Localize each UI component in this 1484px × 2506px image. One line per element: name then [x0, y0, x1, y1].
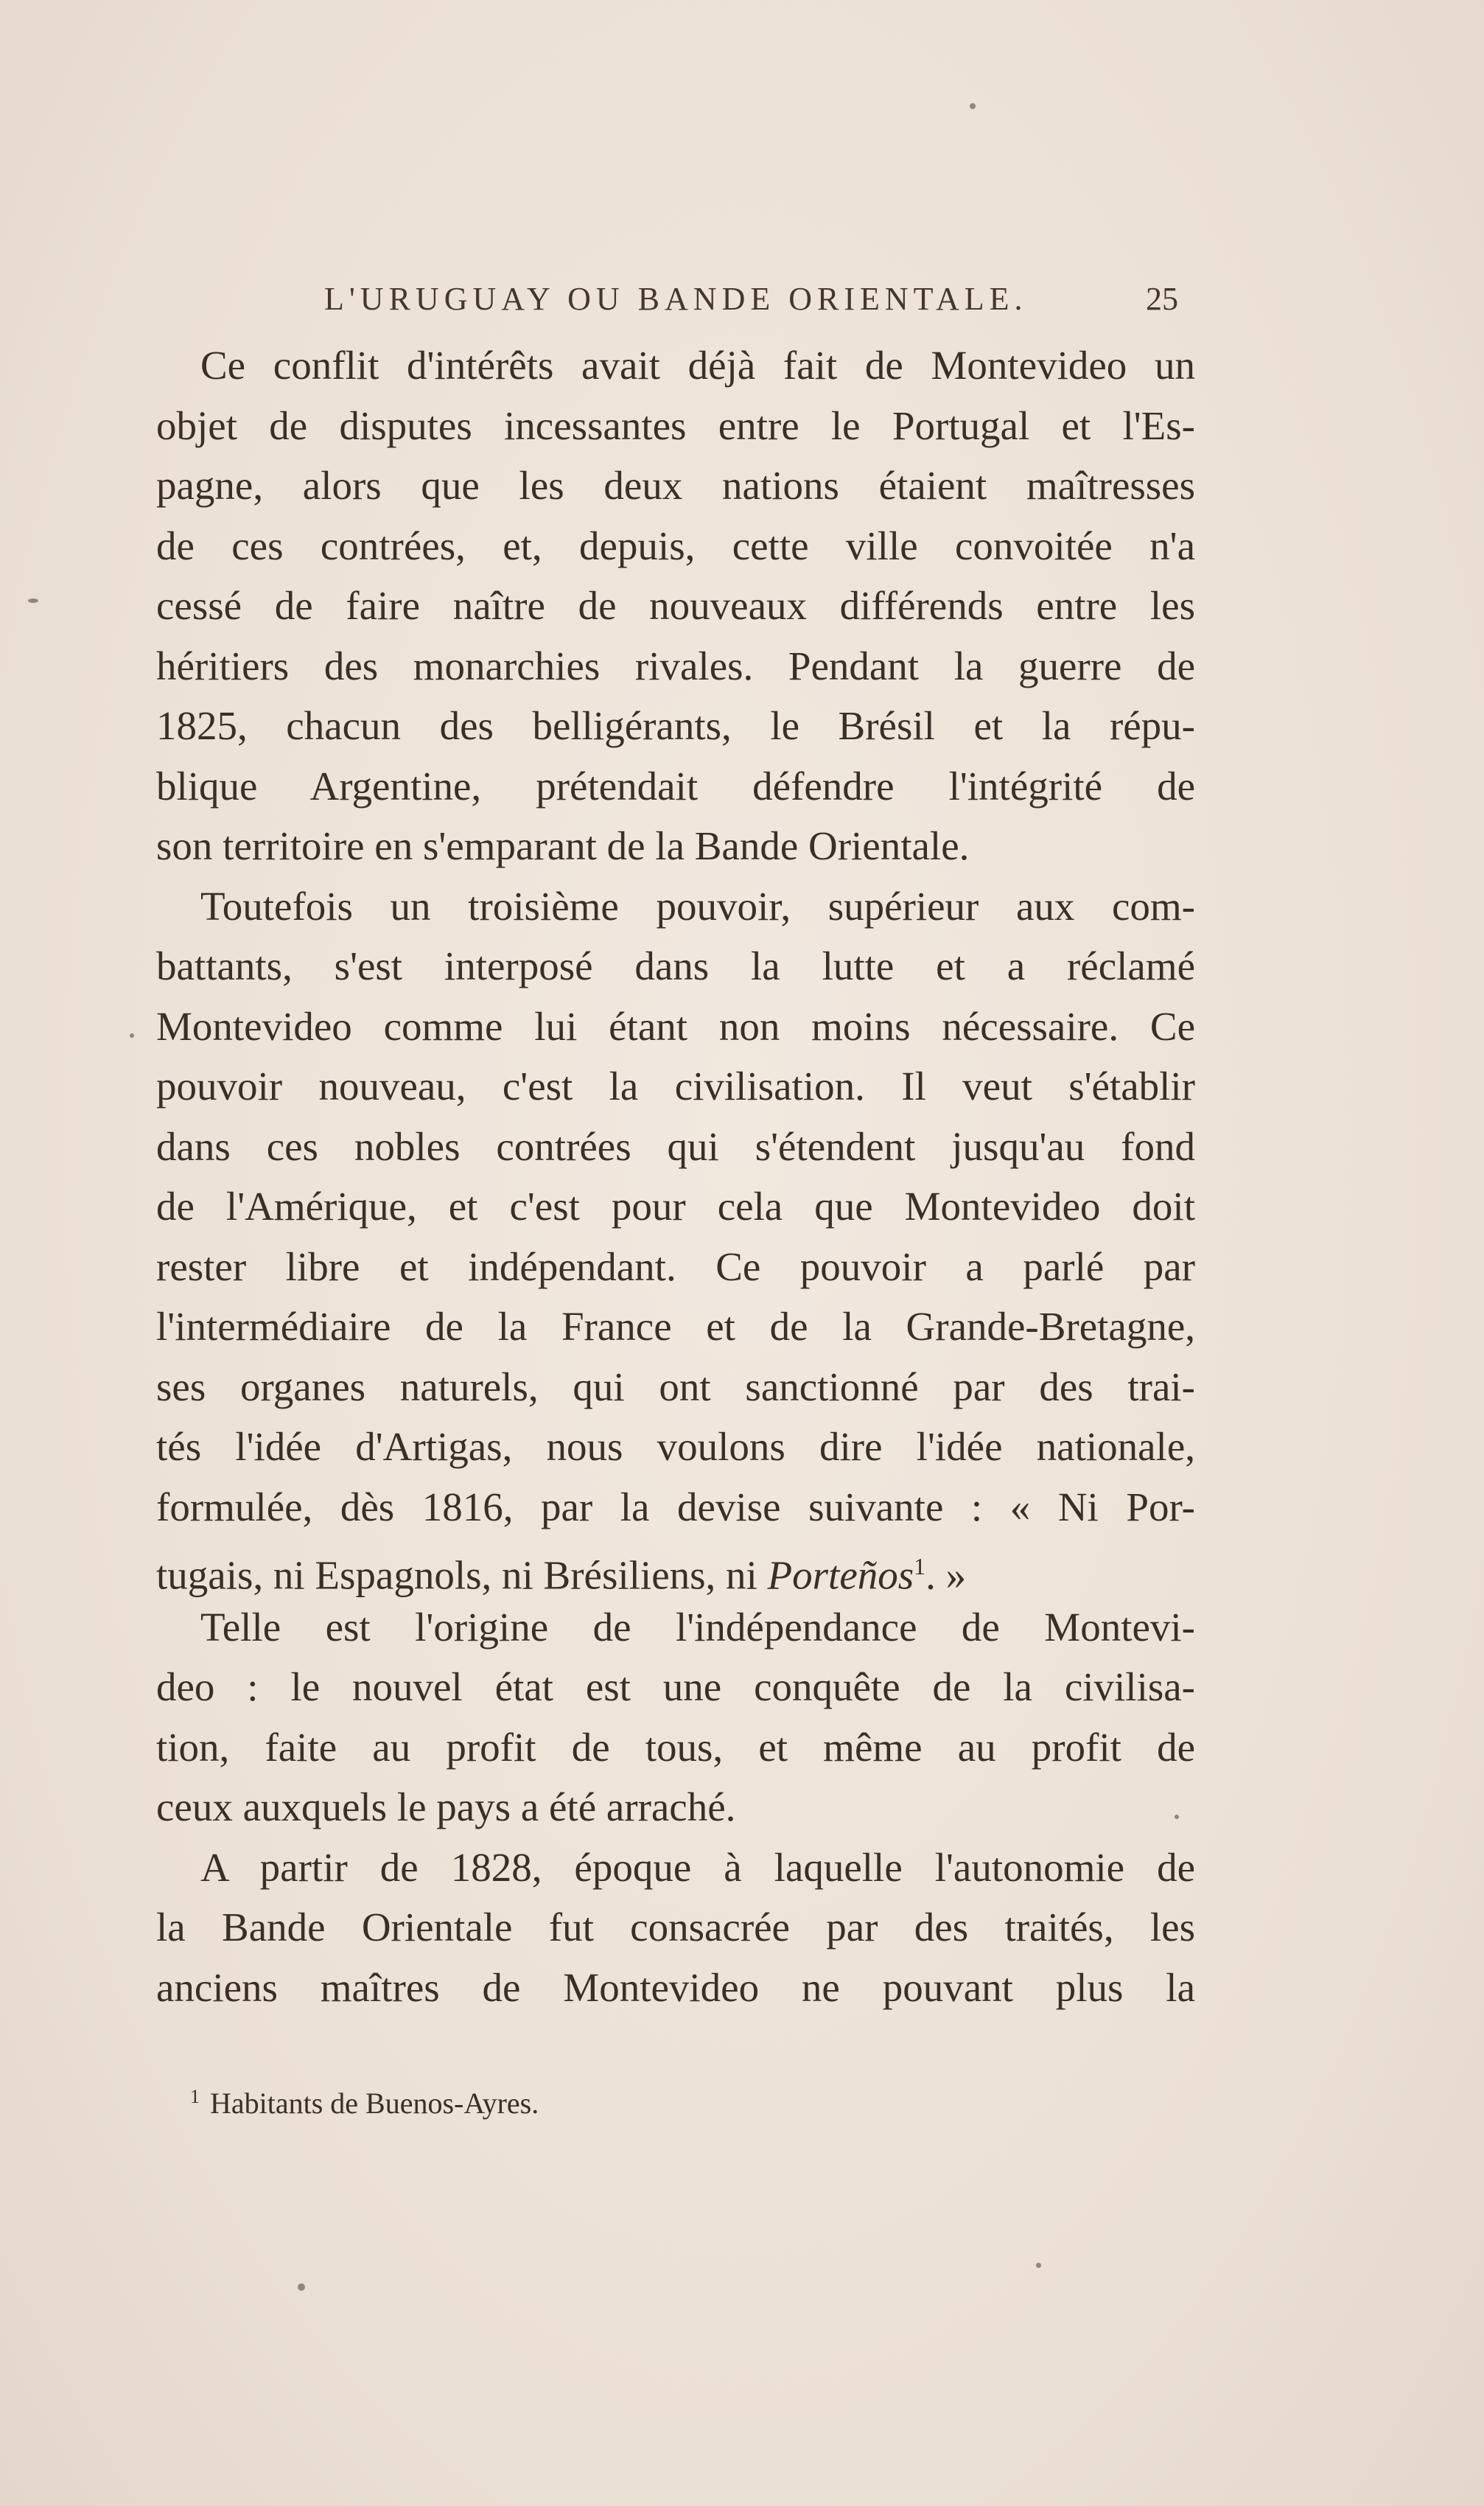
text-line: Montevideo comme lui étant non moins nécessaire. Ce	[156, 1003, 1195, 1049]
footnote-ref: 1	[914, 1553, 926, 1580]
text-line: dans ces nobles contrées qui s'étendent jusqu'au fond	[156, 1123, 1195, 1169]
text-line: ceux auxquels le pays a été arraché.	[156, 1784, 736, 1829]
footnote	[190, 2086, 1148, 2121]
text-line: son territoire en s'emparant de la Bande Orientale.	[156, 823, 970, 868]
text-line-end: . »	[925, 1552, 967, 1598]
text-line: Telle est l'origine de l'indépendance de Montevi-	[200, 1604, 1195, 1650]
paper-speck	[970, 103, 976, 109]
text-line: deo : le nouvel état est une conquête de la civilisa-	[156, 1664, 1195, 1709]
text-line-start: tugais, ni Espagnols, ni Brésiliens, ni	[156, 1552, 757, 1598]
footnote-text: Habitants de Buenos-Ayres.	[210, 2087, 539, 2120]
text-line: cessé de faire naître de nouveaux différends entre les	[156, 583, 1195, 628]
text-line: battants, s'est interposé dans la lutte et a réclamé	[156, 943, 1195, 988]
text-line: formulée, dès 1816, par la devise suivante : « Ni Por-	[156, 1484, 1195, 1529]
text-line: objet de disputes incessantes entre le Portugal et l'Es-	[156, 402, 1195, 448]
text-line: l'intermédiaire de la France et de la Grande-Bretagne,	[156, 1304, 1195, 1349]
text-line: de ces contrées, et, depuis, cette ville convoitée n'a	[156, 523, 1195, 568]
text-line: Ce conflit d'intérêts avait déjà fait de Montevideo un	[200, 343, 1195, 388]
italic-word: Porteños	[767, 1552, 914, 1598]
text-line: anciens maîtres de Montevideo ne pouvant plus la	[156, 1964, 1195, 2010]
text-line-with-note	[156, 1537, 1195, 1597]
footnote-marker: 1	[190, 2086, 200, 2107]
page-number: 25	[1146, 281, 1178, 317]
paper-speck	[298, 2283, 305, 2291]
text-line: tion, faite au profit de tous, et même au profit de	[156, 1724, 1195, 1770]
paper-speck	[1036, 2263, 1041, 2268]
text-line: ses organes naturels, qui ont sanctionné par des trai-	[156, 1364, 1195, 1409]
text-line: héritiers des monarchies rivales. Pendant la guerre de	[156, 643, 1195, 688]
text-line: tés l'idée d'Artigas, nous voulons dire l'idée nationale,	[156, 1424, 1195, 1469]
text-line: pouvoir nouveau, c'est la civilisation. Il veut s'établir	[156, 1064, 1195, 1109]
paper-speck	[130, 1033, 134, 1038]
text-line: la Bande Orientale fut consacrée par des traités, les	[156, 1905, 1195, 1950]
text-line: A partir de 1828, époque à laquelle l'autonomie de	[200, 1844, 1195, 1890]
text-line: de l'Amérique, et c'est pour cela que Montevideo doit	[156, 1184, 1195, 1229]
text-line: Toutefois un troisième pouvoir, supérieur aux com-	[200, 883, 1195, 929]
running-head	[0, 274, 1484, 326]
paper-speck	[28, 598, 38, 603]
text-line: rester libre et indépendant. Ce pouvoir a parlé par	[156, 1243, 1195, 1289]
body-text	[156, 335, 1195, 2017]
paper-speck	[1175, 1815, 1179, 1819]
text-line: blique Argentine, prétendait défendre l'intégrité de	[156, 763, 1195, 809]
text-line: 1825, chacun des belligérants, le Brésil et la répu-	[156, 703, 1195, 748]
running-title: L'URUGUAY OU BANDE ORIENTALE.	[324, 281, 1028, 317]
text-line: pagne, alors que les deux nations étaient maîtresses	[156, 463, 1195, 508]
